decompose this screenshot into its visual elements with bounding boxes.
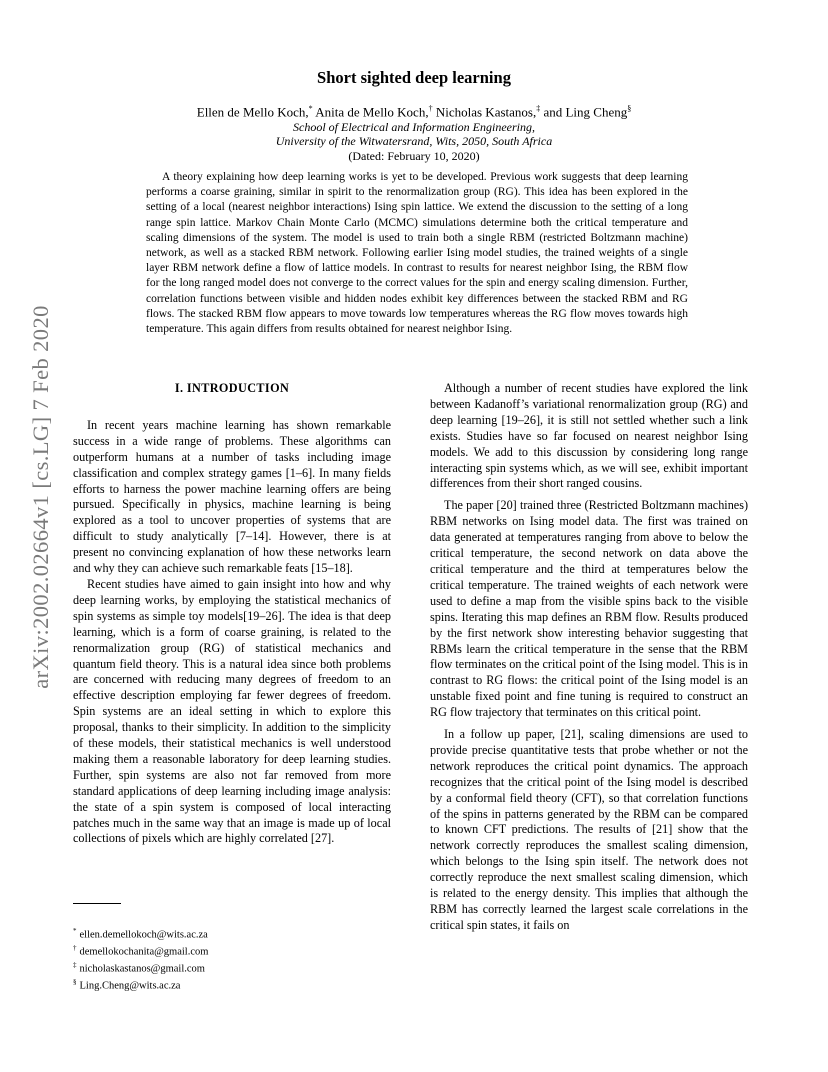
author-name: Anita de Mello Koch, bbox=[315, 104, 429, 120]
author-mark: * bbox=[308, 104, 313, 113]
author-mark: § bbox=[627, 104, 632, 113]
left-column bbox=[73, 381, 391, 853]
footnote-email: nicholaskastanos@gmail.com bbox=[79, 963, 205, 975]
paragraph: Although a number of recent studies have explored the link between Kadanoff’s variational renormalization group (RG) and deep learning [19–26], it is still not settled whether such a link exists. Studies have so far focused on nearest neighbor Ising models. We add to this discussion by considering long range interacting spin systems which, as we will see, exhibit important differences from their short ranged cousins. bbox=[430, 381, 748, 491]
paragraph: Recent studies have aimed to gain insight into how and why deep learning works, by employing the statistical mechanics of spin systems as simple toy models[19–26]. The idea is that deep learning, which is a form of coarse graining, is related to the renormalization group (RG) of statistical mechanics and quantum field theory. This is a natural idea since both problems are concerned with reducing many degrees of freedom to an effective description employing far fewer degrees of freedom. Spin systems are an ideal setting in which to explore this proposal, thanks to their simplicity. In addition to the simplicity of these models, their statistical mechanics is well understood making them a reasonable laboratory for deep learning studies. Further, spin systems are also not far removed from more standard applications of deep learning including image analysis: the state of a spin system is composed of local interacting patches much in the same way that an image is made up of local collections of pixels which are highly correlated [27]. bbox=[73, 576, 391, 846]
arxiv-identifier: arXiv:2002.02664v1 [cs.LG] 7 Feb 2020 bbox=[28, 305, 53, 689]
footnote bbox=[73, 976, 208, 993]
paper-title: Short sighted deep learning bbox=[317, 68, 511, 87]
author-name: Nicholas Kastanos, bbox=[435, 104, 537, 120]
author-mark: † bbox=[428, 104, 433, 113]
abstract bbox=[146, 170, 688, 337]
footnote-mark: § bbox=[73, 978, 77, 986]
right-column bbox=[430, 381, 748, 940]
paragraph: The paper [20] trained three (Restricted Boltzmann machines) RBM networks on Ising model data. The first was trained on data generated at temperatures ranging from above to below the critical temperature, the second network on data above the critical temperature and the third at temperatures below the critical temperature. The trained weights of each network were used to define a map from the visible spins back to the visible spins. Iterating this map defines an RBM flow. Results produced by the first network show interesting behavior suggesting that RBMs learn the critical temperature in the sense that the RBM flow terminates on the critical point of the Ising model. This is in contrast to RG flows: the critical point of the Ising model is an unstable fixed point and fine tuning is required to construct an RG flow trajectory that terminates on this critical point. bbox=[430, 498, 748, 720]
arxiv-sidebar-stamp bbox=[18, 282, 64, 712]
footnote-mark: † bbox=[73, 944, 77, 952]
footnote-rule bbox=[73, 903, 121, 904]
footnote bbox=[73, 942, 208, 959]
author-list bbox=[0, 104, 828, 120]
footnote-mark: * bbox=[73, 927, 77, 935]
section-heading: I. INTRODUCTION bbox=[174, 381, 290, 395]
footnotes bbox=[73, 925, 208, 993]
footnote-email: ellen.demellokoch@wits.ac.za bbox=[79, 929, 208, 941]
footnote bbox=[73, 925, 208, 942]
paragraph: In recent years machine learning has shown remarkable success in a wide range of problems. These algorithms can outperform humans at a number of tasks including image classification and complex strategy games [1–6]. In many fields efforts to harness the power machine learning offers are being pursued. Specifically in physics, machine learning is being explored as a tool to uncover properties of systems that are difficult to study analytically [7–14]. However, there is at present no convincing explanation of how these networks learn and why they can achieve such remarkable feats [15–18]. bbox=[73, 417, 391, 576]
author-name: and Ling Cheng bbox=[543, 104, 628, 120]
affiliation-line: School of Electrical and Information Engineering, bbox=[293, 120, 535, 134]
dated-line: (Dated: February 10, 2020) bbox=[348, 149, 480, 163]
footnote-email: Ling.Cheng@wits.ac.za bbox=[79, 980, 181, 992]
affiliation-line: University of the Witwatersrand, Wits, 2050, South Africa bbox=[275, 134, 553, 148]
author-name: Ellen de Mello Koch, bbox=[196, 104, 309, 120]
paragraph: In a follow up paper, [21], scaling dimensions are used to provide precise quantitative tests that probe whether or not the network reproduces the critical point dynamics. The approach recognizes that the critical point of the Ising model is described by a conformal field theory (CFT), so that correlation functions of the spins in patterns generated by the RBM can be compared to known CFT predictions. The results of [21] show that the network correctly reproduces the smallest scaling dimension, which belongs to the Ising spin itself. The network does not correctly reproduce the next smallest scaling dimension, which is related to the energy density. This implies that although the RBM has correctly learned the largest scale correlations in the critical spin states, it fails on bbox=[430, 727, 748, 932]
footnote bbox=[73, 959, 208, 976]
footnote-mark: ‡ bbox=[73, 961, 77, 969]
abstract-text: A theory explaining how deep learning works is yet to be developed. Previous work suggests that deep learning performs a coarse graining, similar in spirit to the renormalization group (RG). This idea has been explored in the setting of a local (nearest neighbor interactions) Ising spin lattice. We extend the discussion to the setting of a long range spin lattice. Markov Chain Monte Carlo (MCMC) simulations determine both the critical temperature and scaling dimensions of the system. The model is used to train both a single RBM (restricted Boltzmann machine) network, as well as a stacked RBM network. Following earlier Ising model studies, the trained weights of a single layer RBM network define a flow of lattice models. In contrast to results for nearest neighbor Ising, the RBM flow for the long ranged model does not converge to the correct values for the spin and energy scaling dimension. Further, correlation functions between visible and hidden nodes exhibit key differences between the stacked RBM and RG flows. The stacked RBM flow appears to move towards low temperatures whereas the RG flow moves towards high temperature. This again differs from results obtained for nearest neighbor Ising. bbox=[146, 171, 688, 336]
footnote-email: demellokochanita@gmail.com bbox=[79, 946, 209, 958]
author-mark: ‡ bbox=[536, 104, 541, 113]
